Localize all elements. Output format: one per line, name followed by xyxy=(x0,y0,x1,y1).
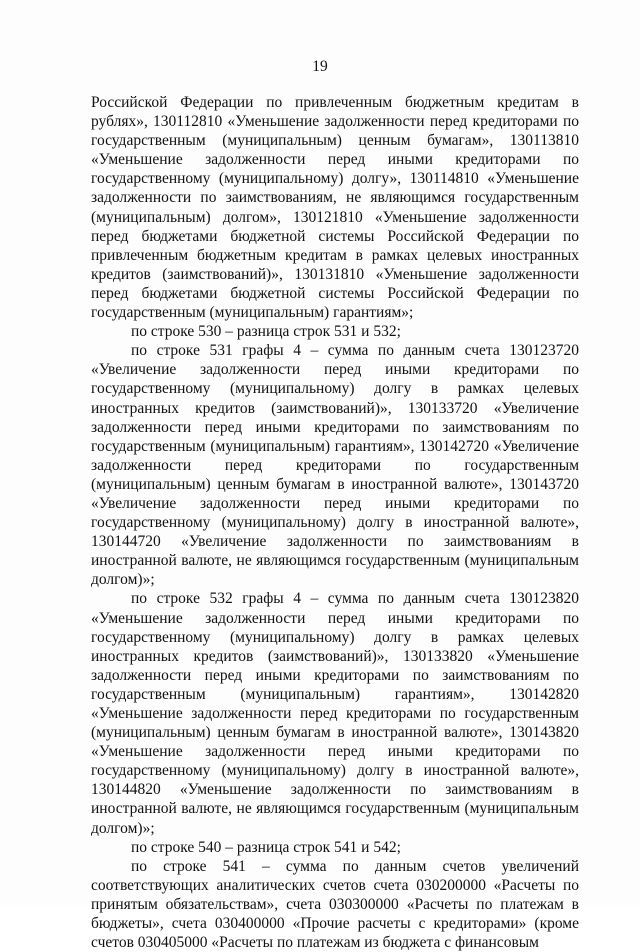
paragraph-line-540: по строке 540 – разница строк 541 и 542; xyxy=(131,838,401,856)
paragraph-line-531: по строке 531 графы 4 – сумма по данным счета 130123720 «Увеличение задолженности перед иными кредиторами по государственному (муниципальному) долгу в рамках целевых иностранных кредитов (заимствований)», 130133720 «Увеличение задолженности перед иными кредиторами по заимствованиям по государственным (муниципальным) гарантиям», 130142720 «Увеличение задолженности перед кредиторами по государственным (муниципальным) ценным бумагам в иностранной валюте», 130143720 «Увеличение задолженности перед иными кредиторами по государственному (муниципальному) долгу в иностранной валюте», 130144720 «Увеличение задолженности по заимствованиям в иностранной валюте, не являющимся государственным (муниципальным долгом)»; xyxy=(91,342,579,589)
document-body xyxy=(91,93,579,952)
paragraph-line-532: по строке 532 графы 4 – сумма по данным счета 130123820 «Уменьшение задолженности перед иными кредиторами по государственному (муниципальному) долгу в рамках целевых иностранных кредитов (заимствований)», 130133820 «Уменьшение задолженности перед иными кредиторами по заимствованиям по государственным (муниципальным) гарантиям», 130142820 «Уменьшение задолженности перед кредиторами по государственным (муниципальным) ценным бумагам в иностранной валюте», 130143820 «Уменьшение задолженности перед иными кредиторами по государственному (муниципальному) долгу в иностранной валюте», 130144820 «Уменьшение задолженности по заимствованиям в иностранной валюте, не являющимся государственным (муниципальным долгом)»; xyxy=(91,590,579,837)
paragraph-line-530: по строке 530 – разница строк 531 и 532; xyxy=(131,323,401,341)
paragraph-line-541: по строке 541 – сумма по данным счетов увеличений соответствующих аналитических счетов счета 030200000 «Расчеты по принятым обязательствам», счета 030300000 «Расчеты по платежам в бюджеты», счета 030400000 «Прочие расчеты с кредиторами» (кроме счетов 030405000 «Расчеты по платежам из бюджета с финансовым xyxy=(91,857,579,952)
paragraph-continuation: Российской Федерации по привлеченным бюджетным кредитам в рублях», 130112810 «Уменьшение задолженности перед кредиторами по государственным (муниципальным) ценным бумагам», 130113810 «Уменьшение задолженности перед иными кредиторами по государственному (муниципальному) долгу», 130114810 «Уменьшение задолженности по заимствованиям, не являющимся государственным (муниципальным) долгом», 130121810 «Уменьшение задолженности перед бюджетами бюджетной системы Российской Федерации по привлеченным бюджетным кредитам в рамках целевых иностранных кредитов (заимствований)», 130131810 «Уменьшение задолженности перед бюджетами бюджетной системы Российской Федерации по государственным (муниципальным) гарантиям»; xyxy=(91,94,579,322)
page-number: 19 xyxy=(312,58,328,75)
